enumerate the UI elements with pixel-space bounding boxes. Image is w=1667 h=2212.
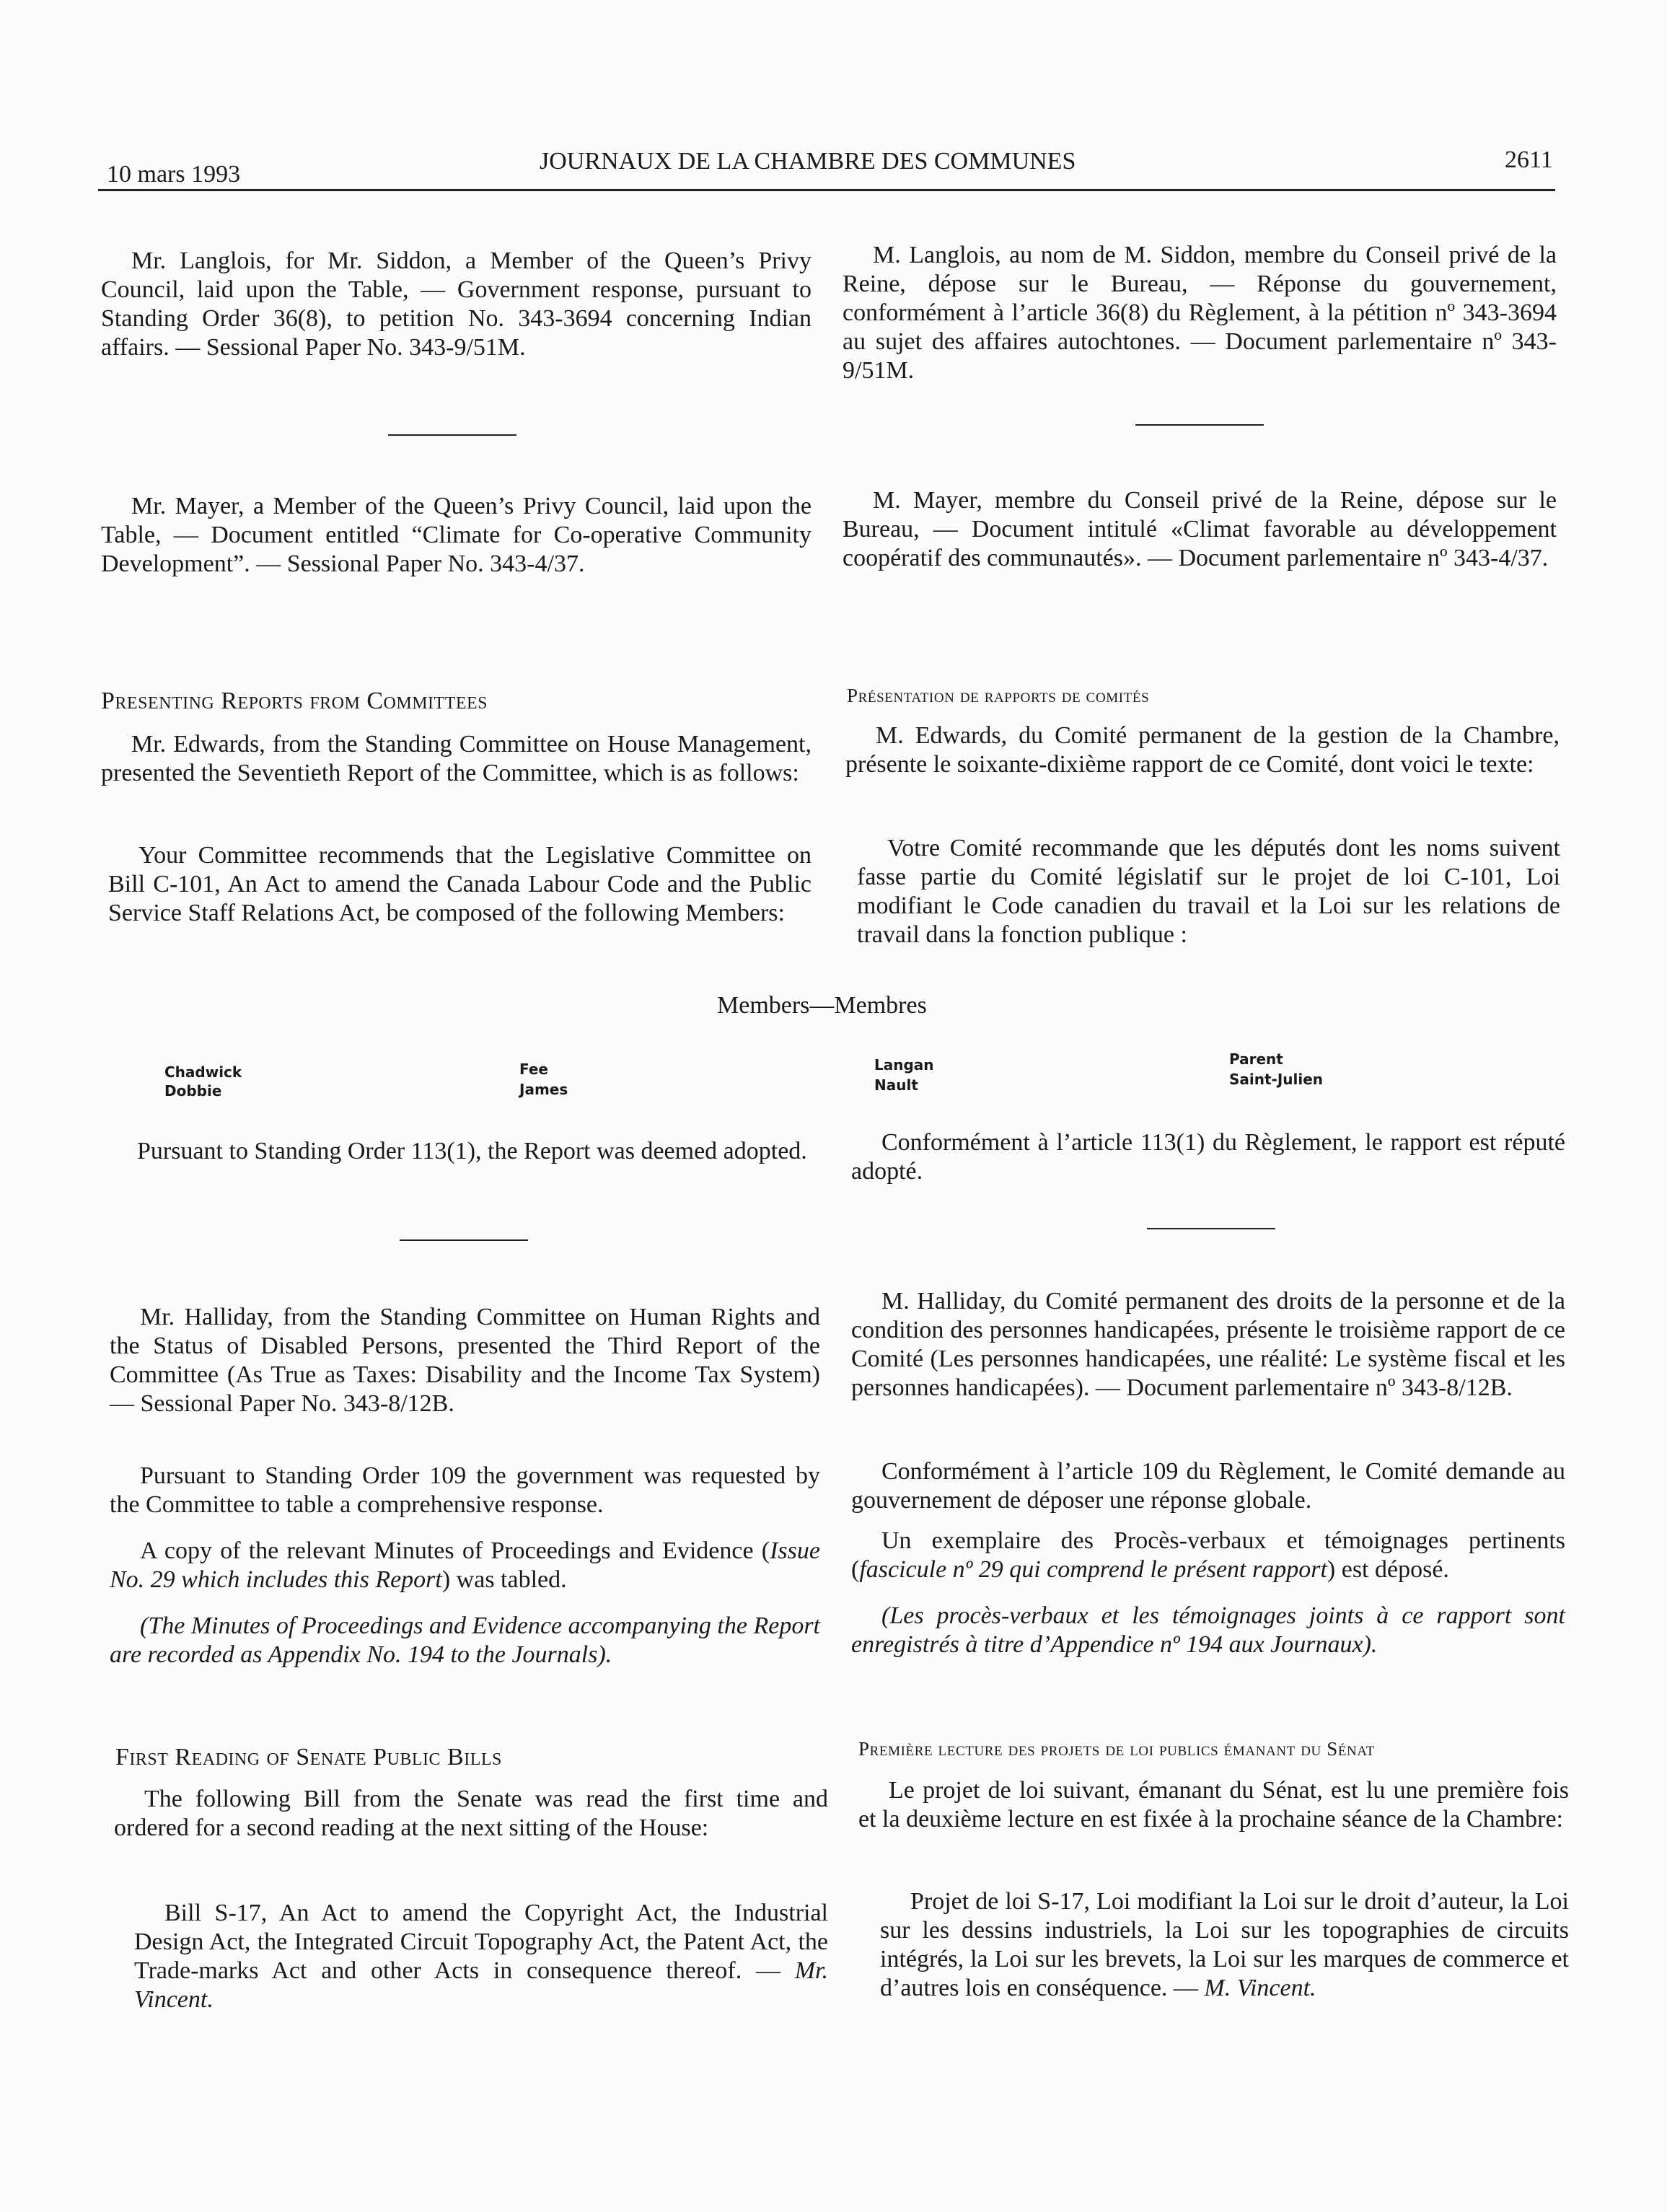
right-appendix-note: (Les procès-verbaux et les témoignages joints à ce rapport sont enregistrés à titre d’Appendice nº 194 aux Journaux).	[851, 1602, 1565, 1658]
right-edwards-paragraph: M. Edwards, du Comité permanent de la gestion de la Chambre, présente le soixante-dixième rapport de ce Comité, dont voici le texte:	[845, 722, 1560, 778]
left-deemed-adopted: Pursuant to Standing Order 113(1), the Report was deemed adopted.	[137, 1138, 807, 1164]
right-heading-first-reading: Première lecture des projets de loi publics émanant du Sénat	[858, 1738, 1375, 1760]
left-separator-2	[400, 1239, 528, 1241]
left-minutes-copy: A copy of the relevant Minutes of Proceedings and Evidence (Issue No. 29 which includes this Report) was tabled.	[110, 1537, 820, 1593]
header-rule	[98, 189, 1555, 191]
member-name: Parent	[1229, 1050, 1283, 1068]
header-title: JOURNAUX DE LA CHAMBRE DES COMMUNES	[540, 148, 1076, 175]
page-number: 2611	[1505, 146, 1553, 173]
left-edwards-paragraph: Mr. Edwards, from the Standing Committee on House Management, presented the Seventieth Report of the Committee, which is as follows:	[101, 731, 811, 786]
right-deemed-adopted: Conformément à l’article 113(1) du Règlement, le rapport est réputé adopté.	[851, 1129, 1565, 1185]
member-name: Saint-Julien	[1229, 1071, 1324, 1088]
header-date: 10 mars 1993	[107, 161, 241, 188]
right-bill-s17: Projet de loi S-17, Loi modifiant la Loi sur le droit d’auteur, la Loi sur les dessins industriels, la Loi sur les topographies de circuits intégrés, la Loi sur les brevets, la Loi sur les marques de commerce et d’autres lois en conséquence. — M. Vincent.	[880, 1888, 1569, 2001]
left-heading-presenting-reports: Presenting Reports from Committees	[101, 688, 488, 714]
left-langlois-paragraph: Mr. Langlois, for Mr. Siddon, a Member of the Queen’s Privy Council, laid upon the Table, — Government response, pursuant to Standing Order 36(8), to petition No. 343-3694 concerning Indian affairs. — Sessional Paper No. 343-9/51M.	[101, 247, 811, 361]
left-standing-order-109: Pursuant to Standing Order 109 the government was requested by the Committee to table a comprehensive response.	[110, 1462, 820, 1518]
member-name: Dobbie	[164, 1082, 222, 1100]
member-name: Nault	[874, 1076, 918, 1094]
right-langlois-paragraph: M. Langlois, au nom de M. Siddon, membre du Conseil privé de la Reine, dépose sur le Bureau, — Réponse du gouvernement, conformément à l’article 36(8) du Règlement, à la pétition nº 343-3694 au sujet des affaires autochtones. — Document parlementaire nº 343-9/51M.	[843, 242, 1557, 384]
right-article-109: Conformément à l’article 109 du Règlement, le Comité demande au gouvernement de déposer une réponse globale.	[851, 1458, 1565, 1514]
member-name: Langan	[874, 1056, 934, 1074]
member-name: Chadwick	[164, 1063, 242, 1081]
left-halliday-paragraph: Mr. Halliday, from the Standing Committee on Human Rights and the Status of Disabled Persons, presented the Third Report of the Committee (As True as Taxes: Disability and the Income Tax System) — Sessional Paper No. 343-8/12B.	[110, 1304, 820, 1417]
right-minutes-copy: Un exemplaire des Procès-verbaux et témoignages pertinents (fascicule nº 29 qui comprend le présent rapport) est déposé.	[851, 1527, 1565, 1583]
right-halliday-paragraph: M. Halliday, du Comité permanent des droits de la personne et de la condition des personnes handicapées, présente le troisième rapport de ce Comité (Les personnes handicapées, une réalité: Le système fiscal et les personnes handicapées). — Document parlementaire nº 343-8/12B.	[851, 1288, 1565, 1401]
members-title: Members—Membres	[717, 992, 927, 1019]
left-appendix-note: (The Minutes of Proceedings and Evidence accompanying the Report are recorded as Appendix No. 194 to the Journals).	[110, 1612, 820, 1668]
right-committee-recommendation: Votre Comité recommande que les députés dont les noms suivent fasse partie du Comité législatif sur le projet de loi C-101, Loi modifiant le Code canadien du travail et la Loi sur les relations de travail dans la fonction publique :	[857, 835, 1560, 948]
left-heading-first-reading: First Reading of Senate Public Bills	[115, 1744, 502, 1770]
left-bill-s17: Bill S-17, An Act to amend the Copyright Act, the Industrial Design Act, the Integrated Circuit Topography Act, the Patent Act, the Trade-marks Act and other Acts in consequence thereof. — Mr. Vincent.	[134, 1900, 828, 2013]
left-mayer-paragraph: Mr. Mayer, a Member of the Queen’s Privy Council, laid upon the Table, — Document entitled “Climate for Co-operative Community Development”. — Sessional Paper No. 343-4/37.	[101, 493, 811, 577]
left-committee-recommendation: Your Committee recommends that the Legislative Committee on Bill C-101, An Act to amend the Canada Labour Code and the Public Service Staff Relations Act, be composed of the following Members:	[108, 842, 811, 926]
member-name: Fee	[519, 1061, 548, 1078]
left-separator-1	[388, 434, 516, 436]
right-heading-presenting-reports: Présentation de rapports de comités	[847, 685, 1150, 706]
left-senate-bill-intro: The following Bill from the Senate was read the first time and ordered for a second reading at the next sitting of the House:	[114, 1786, 828, 1841]
right-senate-bill-intro: Le projet de loi suivant, émanant du Sénat, est lu une première fois et la deuxième lecture en est fixée à la prochaine séance de la Chambre:	[858, 1777, 1569, 1833]
member-name: James	[519, 1081, 568, 1098]
right-mayer-paragraph: M. Mayer, membre du Conseil privé de la Reine, dépose sur le Bureau, — Document intitulé «Climat favorable au développement coopératif des communautés». — Document parlementaire nº 343-4/37.	[843, 487, 1557, 571]
right-separator-2	[1147, 1228, 1275, 1229]
right-separator-1	[1135, 424, 1264, 426]
